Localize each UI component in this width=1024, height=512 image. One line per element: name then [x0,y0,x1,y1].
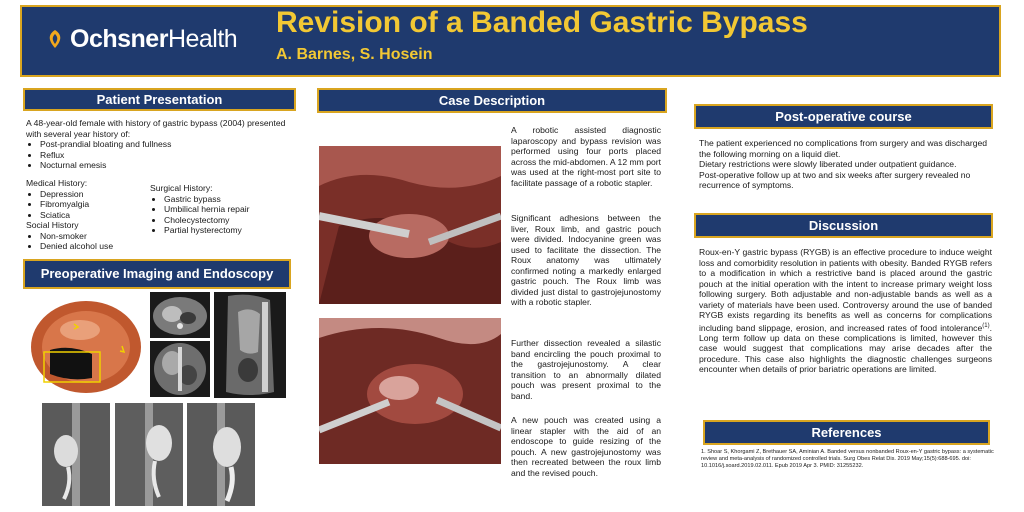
logo-bold-text: Ochsner [70,24,168,53]
patient-intro [26,118,296,171]
medical-history-label: Medical History: [26,178,88,188]
reference-1: 1. Shoar S, Khorgami Z, Brethauer SA, Aminian A. Banded versus nonbanded Roux-en-Y gastric bypass: a systematic review and meta-analysis of randomized controlled trials. Surg Obes Relat Dis. 2019 May;15(5):688-695. doi: 10.1016/j.soard.2019.02.011. Epub 2019 Apr 3. PMID: 31255232. [701,449,994,469]
postop-paragraph-1: The patient experienced no complications from surgery and was discharged the following morning on a liquid diet. [699,138,988,159]
case-paragraph-3: Further dissection revealed a silastic band encircling the pouch proximal to the gastrojejunostomy. A clear transition to an abnormally dilated pouch was present proximal to the band. [511,338,661,401]
medical-history-item: • Fibromyalgia [40,199,151,210]
discussion-text-b: . Long term follow up data on these complications is limited, however this case would suggest that complications may arise decades after the procedure. This case also highlights the diagnostic challenges surgeons encounter when details of prior bariatric operations are limited. [699,322,992,375]
surgical-history-label: Surgical History: [150,183,213,193]
patient-presentation-heading: Patient Presentation [23,88,296,111]
surgical-history-item: • Cholecystectomy [164,215,290,226]
intraop-image-1 [319,146,501,304]
symptom-list [26,139,296,171]
ochsner-logo [44,24,237,54]
intraop-image-2 [319,318,501,464]
discussion-citation: (1) [982,322,990,329]
symptom-item: • Post-prandial bloating and fullness [40,139,296,150]
xray-image-1 [42,403,110,506]
symptom-item: • Reflux [40,150,296,161]
medical-history-item: • Sciatica [40,210,151,221]
postop-course-heading: Post-operative course [694,104,993,129]
social-history-label: Social History [26,220,79,230]
discussion-heading: Discussion [694,213,993,238]
ct-sagittal-image [214,292,286,398]
surgical-history [150,183,290,236]
social-history-item: • Denied alcohol use [40,241,151,252]
ct-axial-image [150,292,210,338]
discussion-text-a: Roux-en-Y gastric bypass (RYGB) is an effective procedure to induce weight loss and comorbidity resolution in patients with obesity. Banded RYGB refers to a modification in which a restrictive band is placed around the gastric pouch at the initial operation with the intent to increase primary weight loss following surgery. Both adjustable and non-adjustable bands as well as a variety of materials have been used. Controversy around the use of banded RYGB exists regarding its benefits as well as concerns for complications including band slippage, erosion, and increased rates of food intolerance [699,247,992,333]
medical-history [26,178,151,252]
case-paragraph-2: Significant adhesions between the liver, Roux limb, and gastric pouch were divided. Indocyanine green was used to facilitate the dissection. The Roux anatomy was ultimately confirmed noting a markedly enlarged gastric pouch. The Roux limb was divided just distal to gastrojejunostomy with a robotic stapler. [511,213,661,307]
postop-paragraph-3: Post-operative follow up at two and six weeks after surgery revealed no recurrence of symptoms. [699,169,971,190]
poster-title: Revision of a Banded Gastric Bypass [276,6,808,39]
xray-image-3 [187,403,255,506]
social-history-item: • Non-smoker [40,231,151,242]
discussion-text [699,247,992,375]
postop-paragraph-2: Dietary restrictions were slowly liberated under outpatient guidance. [699,159,957,169]
poster-authors: A. Barnes, S. Hosein [276,46,433,63]
surgical-history-item: • Gastric bypass [164,194,290,205]
case-paragraph-1: A robotic assisted diagnostic laparoscopy and bypass revision was performed using four ports placed across the mid-abdomen. A 12 mm port was used at the right-most port site to facilitate passage of a robotic stapler. [511,125,661,188]
ochsner-logo-icon [44,28,66,50]
xray-image-2 [115,403,183,506]
case-paragraph-4: A new pouch was created using a linear stapler with the aid of an endoscope to guide resizing of the pouch. A new gastrojejunostomy was then recreated between the roux limb and the revised pouch. [511,415,661,478]
postop-text [699,138,993,191]
ct-coronal-image [150,341,210,397]
surgical-history-item: • Umbilical hernia repair [164,204,290,215]
endoscopy-image [30,300,142,394]
patient-intro-text: A 48-year-old female with history of gastric bypass (2004) presented with several year history of: [26,118,286,139]
medical-history-item: • Depression [40,189,151,200]
surgical-history-item: • Partial hysterectomy [164,225,290,236]
references-heading: References [703,420,990,445]
case-description-heading: Case Description [317,88,667,113]
logo-light-text: Health [167,24,238,53]
symptom-item: • Nocturnal emesis [40,160,296,171]
preoperative-imaging-heading: Preoperative Imaging and Endoscopy [23,259,291,289]
